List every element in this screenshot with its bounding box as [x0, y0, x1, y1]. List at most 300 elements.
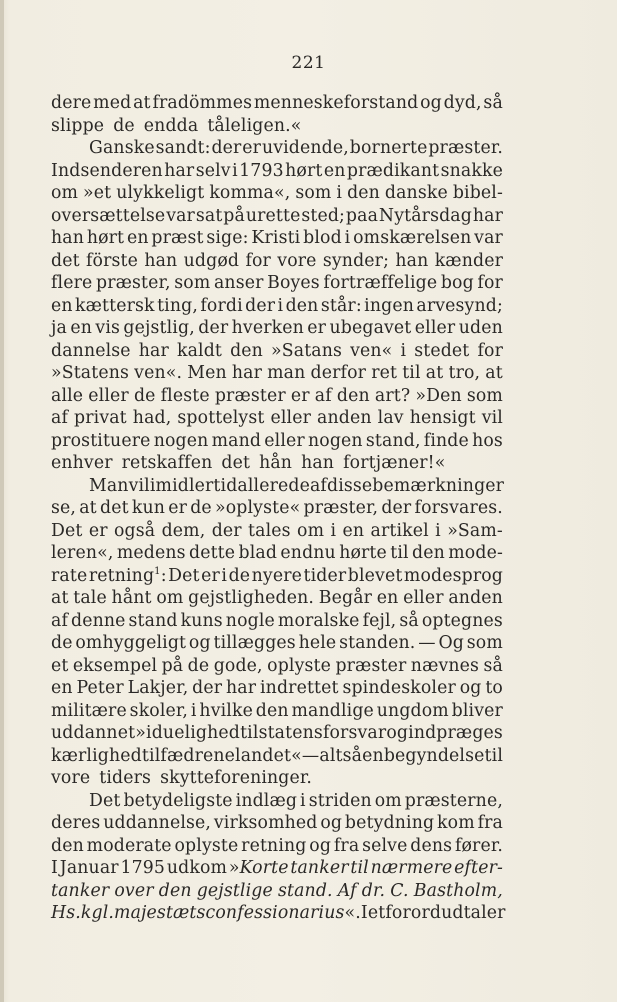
word: [245, 295, 275, 318]
word: [377, 700, 449, 723]
text-line: [51, 812, 503, 835]
word: [51, 250, 80, 273]
word-part: så: [399, 610, 419, 631]
text-line: [51, 632, 503, 655]
text-line: [51, 565, 503, 588]
word-part: imidlertid: [149, 475, 238, 496]
word-part: nævnes: [410, 655, 480, 676]
word-part: fortjæner!«: [343, 453, 446, 473]
word: [254, 92, 418, 115]
word: [114, 902, 206, 925]
word: [159, 880, 192, 903]
word: [242, 137, 261, 160]
word: [130, 700, 188, 723]
word: [390, 542, 408, 565]
word: [51, 880, 109, 903]
word: [237, 475, 310, 498]
word-part: betydning: [344, 813, 435, 833]
word-part: hørt: [86, 228, 125, 248]
text-line: [51, 407, 503, 430]
word-part: oversættelse: [51, 205, 166, 226]
word-part: gejstlig,: [123, 318, 195, 338]
word-part: dens: [410, 835, 453, 856]
word-part: forord: [385, 903, 442, 923]
word-part: nyere: [251, 565, 303, 586]
word: [134, 362, 182, 385]
word: [226, 610, 275, 633]
word: [51, 902, 81, 925]
word: [364, 295, 414, 318]
word-part: har: [138, 340, 169, 361]
word-part: kom: [437, 813, 475, 833]
word-part: de: [187, 655, 210, 676]
word: [198, 317, 228, 340]
word: [51, 700, 127, 723]
word: [264, 430, 305, 453]
word: [386, 722, 408, 745]
word-part: oplyste: [267, 655, 331, 676]
word-part: i: [400, 340, 407, 361]
word-part: forsvares.: [414, 498, 503, 518]
word: [157, 295, 198, 318]
word-part: prostituere: [51, 430, 151, 451]
word-part: enhver: [51, 453, 113, 473]
word-part: dannelse: [51, 340, 131, 361]
word: [310, 475, 327, 498]
word-part: præst: [151, 228, 204, 248]
word-part: i: [344, 228, 351, 248]
word: [345, 227, 351, 250]
word-part: så: [483, 93, 503, 113]
word: [134, 385, 156, 408]
word-part: Lakjer,: [127, 678, 189, 698]
word: [51, 452, 113, 475]
word: [206, 902, 361, 925]
word-part: til: [141, 745, 161, 766]
word-part: Man: [89, 475, 129, 496]
word-part: se,: [51, 498, 77, 518]
word-part: vore: [51, 768, 91, 788]
word-part: betydeligste: [123, 790, 233, 811]
word-part: så: [483, 655, 503, 676]
word-part: fejl,: [362, 610, 397, 631]
word-part: hånt: [111, 588, 152, 608]
word: [278, 295, 284, 318]
word: [167, 857, 227, 880]
word: [303, 227, 342, 250]
word: [302, 745, 319, 768]
word: [51, 520, 82, 543]
word: [323, 722, 386, 745]
word-part: kgl.: [80, 903, 115, 923]
word: [290, 857, 348, 880]
text-line: [51, 182, 503, 205]
word: [51, 205, 165, 228]
word-part: de: [190, 498, 212, 518]
word-part: om: [51, 183, 79, 203]
word-part: af: [51, 610, 68, 631]
word: [278, 880, 333, 903]
word-part: præster,: [95, 273, 171, 293]
text-line: [51, 700, 503, 723]
word-part: hverken: [231, 318, 304, 338]
word-part: »: [228, 858, 240, 878]
word-part: anden: [317, 408, 372, 428]
word: [262, 137, 349, 160]
word: [438, 632, 464, 655]
word: [232, 160, 238, 183]
word-part: han: [301, 453, 335, 473]
word-part: oplyste: [174, 835, 239, 856]
word: [371, 520, 429, 543]
word: [455, 835, 503, 858]
word-part: indrettet: [260, 678, 339, 698]
word-part: mode-: [448, 543, 503, 563]
word: [485, 677, 503, 700]
word-part: tanker: [51, 880, 110, 901]
word-part: eller: [88, 385, 129, 406]
word-part: endnu: [280, 543, 336, 563]
word: [207, 115, 301, 138]
word: [89, 565, 167, 588]
word: [51, 587, 69, 610]
word-part: majestæts: [114, 903, 206, 923]
word: [350, 857, 368, 880]
word: [412, 542, 445, 565]
word: [229, 857, 289, 880]
word-part: retning$^1$:: [88, 565, 167, 586]
word-part: Af: [337, 880, 357, 901]
word-part: er: [201, 565, 220, 586]
word: [400, 340, 406, 363]
word: [221, 565, 227, 588]
word: [428, 137, 503, 160]
word-part: indpræges: [408, 723, 503, 743]
word-part: og: [386, 723, 409, 743]
word-part: finde: [423, 430, 469, 451]
word-part: med: [93, 93, 132, 113]
word-part: han: [144, 250, 178, 271]
word-part: vil: [128, 475, 150, 496]
word-part: ret: [371, 363, 398, 383]
word-part: har: [472, 205, 503, 226]
word: [329, 317, 411, 340]
word-part: over: [114, 880, 154, 901]
word-part: de: [51, 633, 73, 653]
word-part: sat: [195, 205, 223, 226]
word-part: Bastholm,: [413, 880, 503, 901]
word: [426, 362, 444, 385]
word: [114, 880, 153, 903]
word-part: i: [330, 520, 337, 541]
word-part: der: [381, 498, 412, 518]
word: [127, 227, 149, 250]
word-part: de: [133, 385, 156, 406]
word: [51, 385, 83, 408]
word: [301, 452, 334, 475]
word-part: alle: [51, 385, 84, 406]
word-part: spottelyst: [177, 408, 265, 428]
word-part: den: [347, 183, 380, 203]
word: [88, 385, 129, 408]
word-part: bemærkninger: [372, 475, 505, 496]
word: [320, 812, 342, 835]
word-part: som: [466, 385, 503, 406]
word: [260, 677, 339, 700]
word: [375, 790, 402, 813]
word-part: uddannelse,: [103, 813, 212, 833]
word-part: i: [232, 160, 238, 181]
word: [335, 655, 406, 678]
word-part: fædrenelandet«: [160, 745, 302, 766]
word-part: hos: [472, 430, 503, 451]
word: [474, 227, 503, 250]
word-part: —: [301, 745, 320, 766]
word: [381, 497, 411, 520]
word: [196, 205, 223, 228]
word: [270, 407, 311, 430]
word: [362, 880, 385, 903]
word-part: slippe: [51, 115, 105, 136]
word: [327, 475, 372, 498]
word: [74, 407, 127, 430]
word-part: han: [51, 228, 85, 248]
word-part: var: [474, 228, 503, 248]
word: [51, 857, 58, 880]
word: [415, 497, 503, 520]
word-part: I: [51, 858, 58, 878]
word: [89, 520, 108, 543]
word: [408, 722, 503, 745]
word: [418, 632, 435, 655]
word-part: dere: [51, 93, 92, 113]
word: [83, 182, 111, 205]
word: [300, 790, 306, 813]
word-part: præsterne,: [404, 790, 503, 811]
word: [51, 407, 68, 430]
word: [87, 835, 172, 858]
word-part: »Den: [415, 385, 462, 406]
word-part: altså: [319, 745, 363, 766]
word: [87, 227, 124, 250]
word: [467, 385, 503, 408]
word-part: spindeskoler: [342, 678, 456, 698]
word: [372, 475, 504, 498]
word-part: tillægges: [213, 633, 296, 653]
word: [211, 137, 241, 160]
word: [368, 902, 385, 925]
word-part: fortræffelige: [323, 273, 438, 293]
word-part: et: [367, 903, 386, 923]
word-part: er: [168, 498, 188, 518]
word: [154, 430, 209, 453]
word-part: förste: [86, 250, 139, 271]
word-part: »Statens: [51, 363, 130, 383]
word: [478, 812, 503, 835]
word-part: vil: [481, 408, 503, 428]
word-part: har: [164, 160, 195, 181]
word: [309, 790, 372, 813]
word: [467, 632, 503, 655]
body-text: [51, 92, 506, 925]
word-part: stand.: [277, 880, 333, 901]
word: [460, 677, 482, 700]
word-part: moderate: [86, 835, 172, 856]
word: [448, 542, 503, 565]
word: [212, 520, 242, 543]
word: [144, 115, 199, 138]
word-part: skoler,: [129, 700, 189, 721]
word: [51, 812, 100, 835]
word: [371, 857, 453, 880]
word: [241, 835, 306, 858]
word-part: det: [99, 498, 129, 518]
word-part: sted;: [301, 205, 346, 226]
word: [385, 182, 448, 205]
word-part: hån: [259, 453, 293, 473]
word-part: danske: [384, 183, 448, 203]
word-part: nogen: [308, 430, 363, 451]
word-part: begyndelse: [383, 745, 485, 766]
word: [347, 182, 380, 205]
word: [196, 160, 231, 183]
word-part: denne: [71, 610, 126, 631]
word: [285, 160, 322, 183]
word: [51, 745, 142, 768]
word: [414, 880, 503, 903]
word-part: på: [223, 205, 245, 226]
word: [209, 182, 290, 205]
word: [51, 655, 68, 678]
word-part: kærlighed: [51, 745, 142, 766]
word: [324, 160, 346, 183]
word: [230, 340, 263, 363]
word-part: en: [362, 745, 384, 766]
word: [390, 880, 408, 903]
text-line: [51, 587, 503, 610]
word: [271, 340, 342, 363]
word-part: 1793: [239, 160, 284, 181]
word: [410, 835, 452, 858]
word: [51, 92, 91, 115]
word: [168, 565, 199, 588]
text-line: [51, 835, 503, 858]
word: [226, 677, 256, 700]
word: [116, 182, 204, 205]
word-part: Begår: [318, 588, 373, 608]
word-part: anser: [213, 273, 264, 293]
word: [343, 452, 445, 475]
word: [152, 92, 252, 115]
word: [129, 475, 150, 498]
word: [366, 430, 421, 453]
word: [150, 475, 238, 498]
word: [144, 250, 177, 273]
word-part: der: [211, 138, 242, 158]
word: [51, 182, 78, 205]
word-part: deres: [51, 813, 101, 833]
word-part: fra: [333, 835, 360, 856]
word-part: det: [221, 453, 251, 473]
word: [188, 655, 210, 678]
word: [441, 160, 503, 183]
word: [402, 362, 420, 385]
word: [133, 407, 172, 430]
word: [422, 610, 503, 633]
word-part: for: [477, 340, 503, 361]
word-part: en: [376, 588, 399, 608]
text-line: [51, 475, 503, 498]
word: [114, 520, 155, 543]
text-line: [51, 385, 503, 408]
word-part: derfor: [310, 363, 367, 383]
word-part: står:: [320, 295, 362, 316]
page-gutter-shadow: [0, 0, 4, 1002]
word: [453, 182, 503, 205]
word: [452, 700, 503, 723]
page-number: 221: [291, 53, 326, 73]
word-part: Nytårsdag: [378, 205, 472, 226]
word: [361, 902, 368, 925]
text-line: [51, 227, 503, 250]
word: [77, 677, 124, 700]
word-part: har: [231, 363, 263, 383]
text-line: [51, 767, 503, 790]
word: [117, 542, 186, 565]
word: [71, 610, 126, 633]
word-part: forsvar: [322, 723, 387, 743]
word: [251, 227, 300, 250]
word-part: endda: [143, 115, 199, 136]
word: [286, 295, 319, 318]
word-part: Og: [438, 633, 464, 653]
word-part: tiders: [99, 768, 152, 788]
text-line: [51, 137, 503, 160]
word: [256, 700, 289, 723]
word-part: er: [307, 318, 327, 338]
word-part: statens: [258, 723, 323, 743]
word: [267, 362, 305, 385]
word-part: udgød: [183, 250, 240, 271]
word: [188, 587, 314, 610]
word-part: i: [190, 700, 197, 721]
word-part: de: [113, 115, 135, 136]
text-line: [51, 677, 503, 700]
word: [215, 497, 300, 520]
word: [404, 565, 503, 588]
word: [240, 722, 258, 745]
word-part: Men: [187, 363, 227, 383]
word: [232, 317, 304, 340]
word-part: og: [459, 678, 482, 698]
footnote-marker[interactable]: 1: [154, 565, 161, 577]
word-part: ulykkeligt: [116, 183, 205, 203]
word: [161, 385, 210, 408]
word-part: eller: [403, 588, 444, 608]
word-part: at: [485, 363, 503, 383]
word: [339, 632, 415, 655]
word-part: af: [314, 385, 332, 406]
word-part: hvilke: [199, 700, 253, 721]
word-part: tåleligen.«: [207, 115, 302, 136]
word-part: retskaffen: [121, 453, 213, 473]
word: [51, 497, 76, 520]
word: [128, 677, 189, 700]
word-part: kaldt: [176, 340, 223, 361]
word-part: et: [51, 655, 69, 676]
word: [70, 317, 92, 340]
word: [363, 610, 397, 633]
